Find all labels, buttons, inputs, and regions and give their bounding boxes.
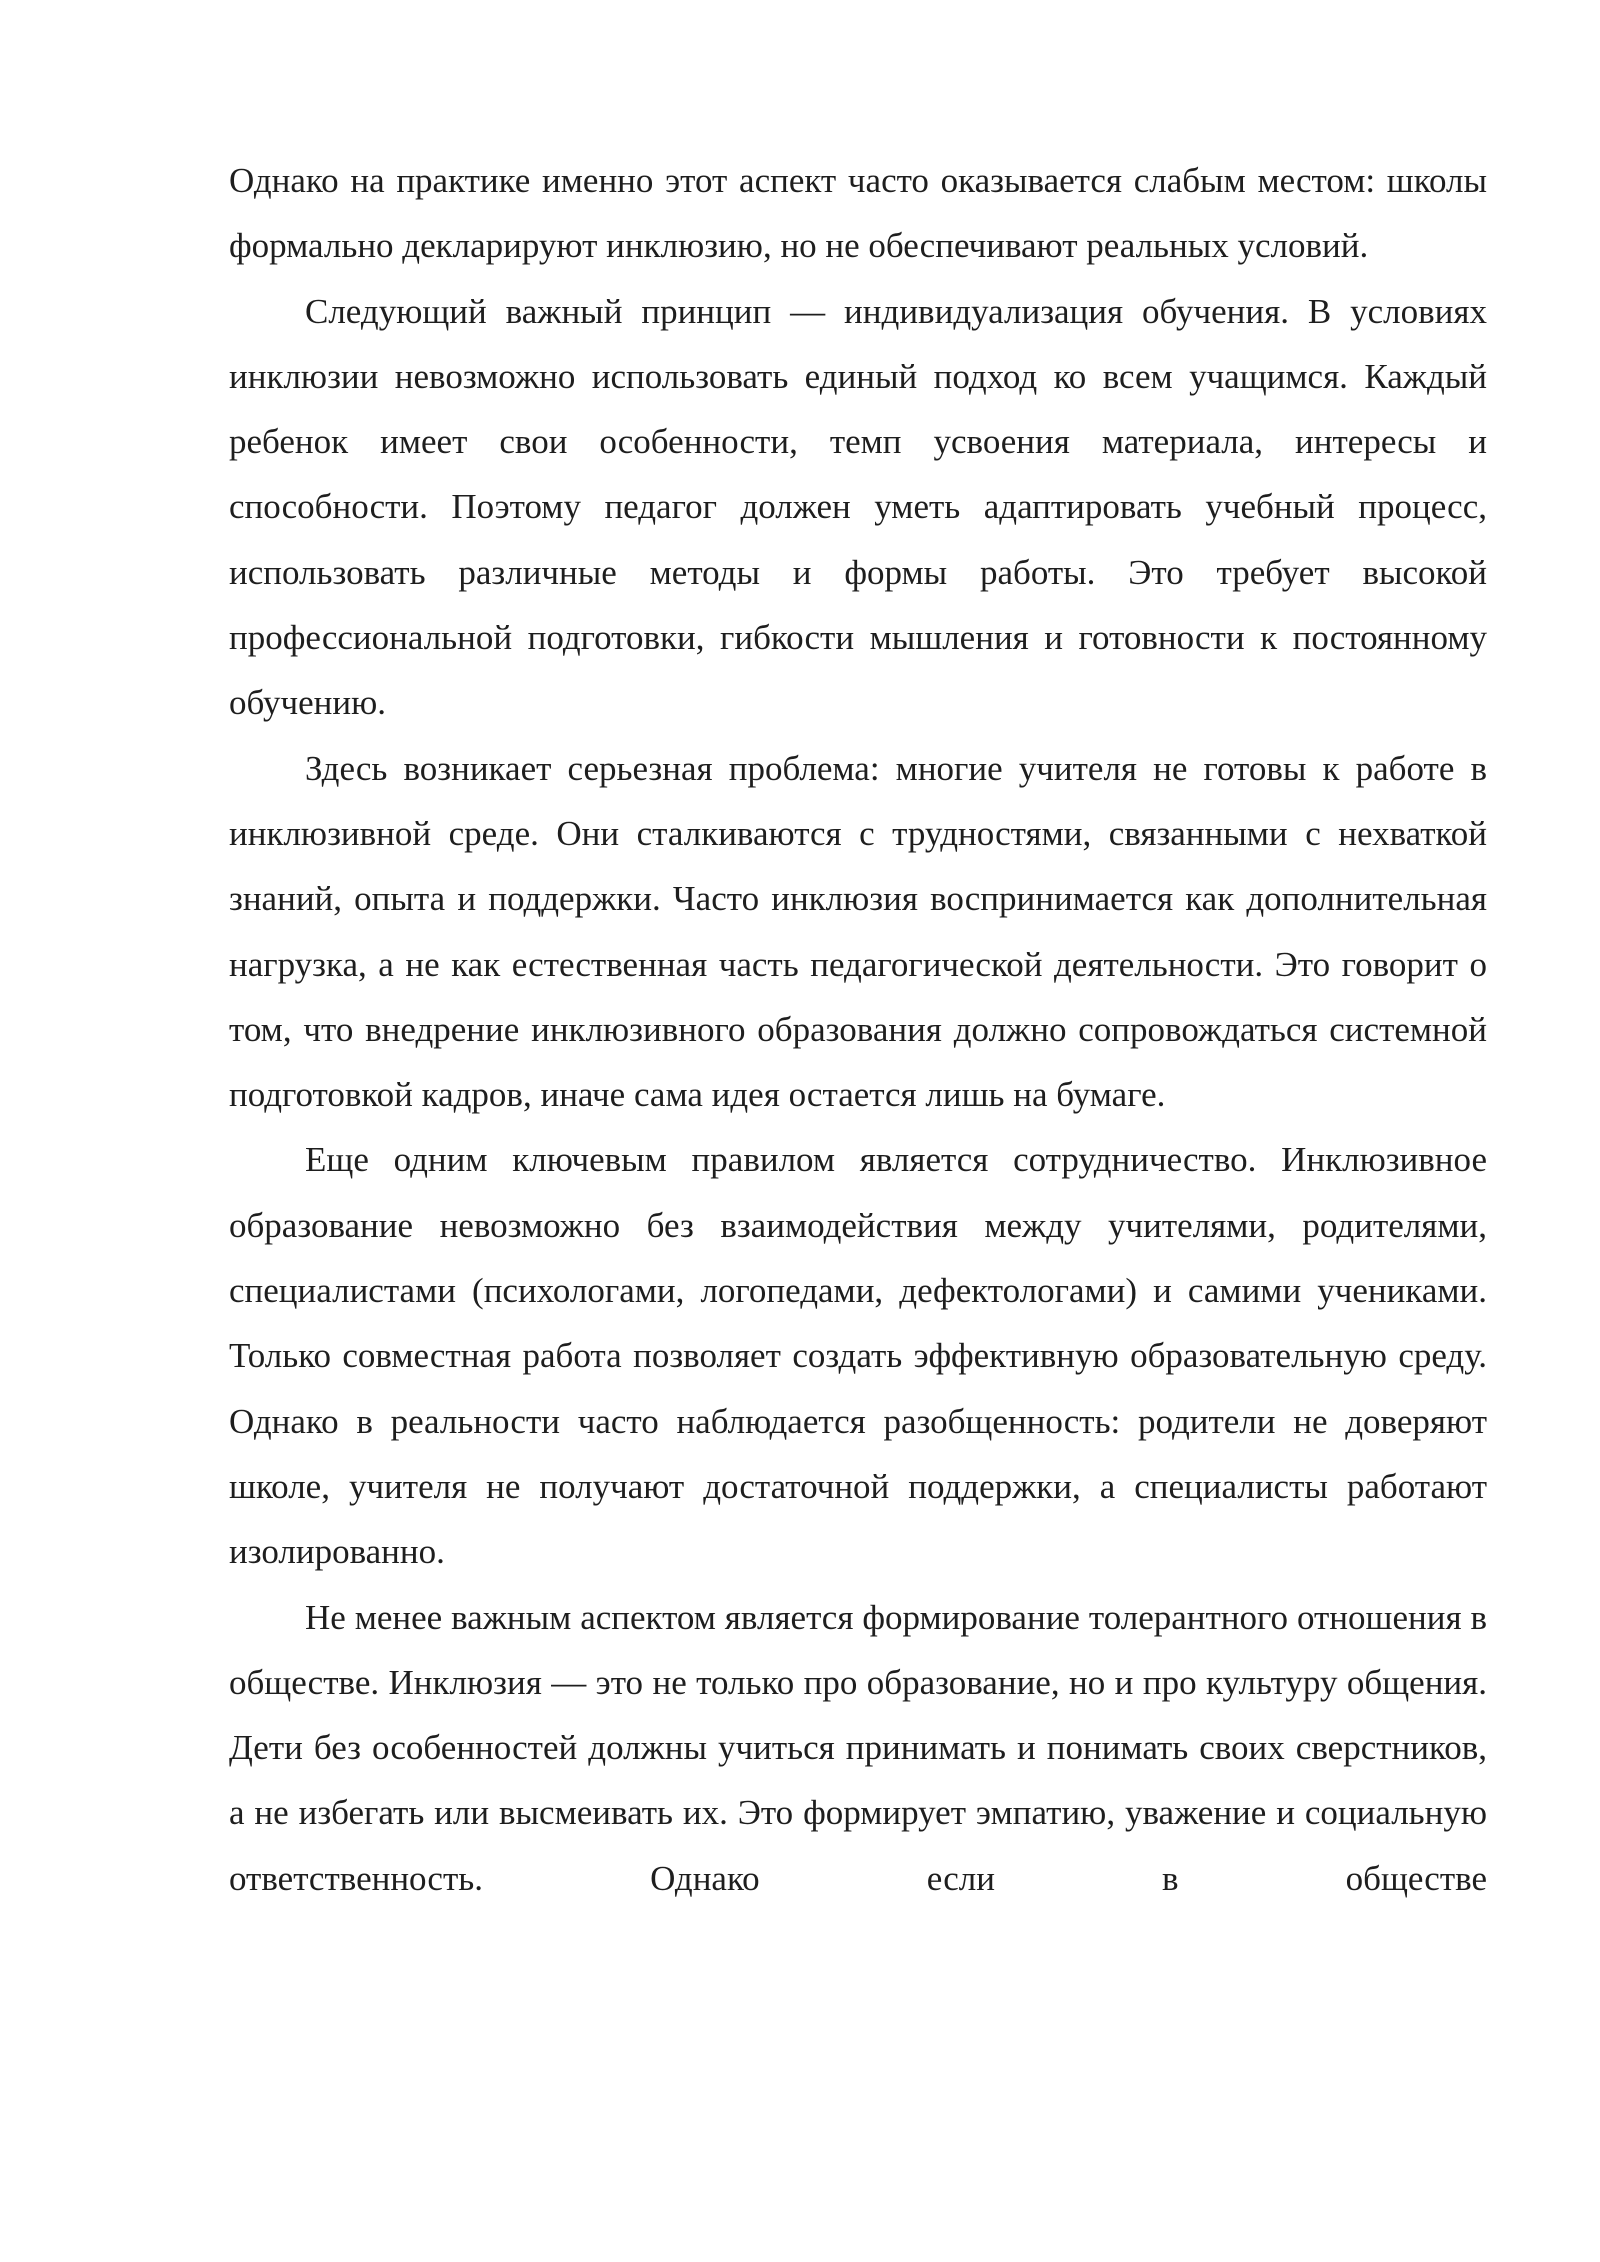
text-line: отношения в обществе. Инклюзия — это не только про образование, но и про: [229, 1597, 1488, 1702]
text-line: достаточной поддержки, а специалисты работают изолированно.: [229, 1466, 1487, 1572]
text-line: Каждый ребенок имеет свои особенности, темп усвоения материала, интересы: [229, 356, 1487, 462]
text-line: нехваткой знаний, опыта и поддержки. Часто инклюзия воспринимается как: [229, 813, 1488, 919]
text-line: Еще одним ключевым правилом является сотрудничество. Инклюзивное: [305, 1140, 1487, 1180]
text-line: деятельности. Это говорит о том, что внедрение инклюзивного образования: [229, 944, 1487, 1049]
text-line: остается лишь на бумаге.: [788, 1075, 1166, 1115]
text-line: разобщенность: родители не доверяют школе, учителя не получают: [229, 1401, 1487, 1506]
text-line: постоянному обучению.: [229, 618, 1488, 723]
text-line: Следующий важный принцип — индивидуализация обучения. В условиях: [305, 291, 1487, 331]
text-line: образовательную среду. Однако в реальности часто наблюдается: [229, 1336, 1487, 1441]
text-line: Не менее важным аспектом является формирование толерантного: [305, 1597, 1289, 1637]
text-line: условий.: [1237, 226, 1369, 266]
paragraph-1: [229, 148, 1487, 279]
text-line: и способности. Поэтому педагог должен уметь адаптировать учебный процесс,: [229, 422, 1488, 527]
text-line: учениками. Только совместная работа позволяет создать эффективную: [229, 1271, 1488, 1376]
text-line: Однако на практике именно этот аспект часто оказывается слабым местом:: [229, 161, 1376, 200]
text-line: Здесь возникает серьезная проблема: многие учителя не готовы к работе в: [305, 748, 1487, 788]
paragraph-5: [229, 1585, 1487, 1911]
text-line: понимать своих сверстников, а не избегать или высмеивать их. Это формирует: [229, 1728, 1487, 1833]
paragraph-4: [229, 1127, 1487, 1584]
text-line: инклюзии невозможно использовать единый подход ко всем учащимся.: [229, 356, 1348, 396]
text-line: школы формально декларируют инклюзию, но не обеспечивают реальных: [229, 161, 1487, 266]
text-line: инклюзивной среде. Они сталкиваются с трудностями, связанными с: [229, 813, 1321, 853]
text-line: использовать различные методы и формы работы. Это требует высокой: [229, 552, 1487, 592]
paragraph-3: [229, 736, 1487, 1128]
text-line: должно сопровождаться системной подготовкой кадров, иначе сама идея: [229, 1009, 1488, 1115]
text-line: дополнительная нагрузка, а не как естественная часть педагогической: [229, 879, 1487, 984]
body-text: [229, 148, 1487, 1911]
text-line: культуру общения. Дети без особенностей должны учиться принимать и: [229, 1662, 1488, 1768]
text-line: образование невозможно без взаимодействия между учителями, родителями,: [229, 1205, 1487, 1245]
text-line: профессиональной подготовки, гибкости мышления и готовности к: [229, 618, 1278, 658]
text-line: эмпатию, уважение и социальную ответственность. Однако если в обществе: [229, 1793, 1487, 1898]
text-line: специалистами (психологами, логопедами, дефектологами) и самими: [229, 1271, 1302, 1311]
paragraph-2: [229, 279, 1487, 736]
